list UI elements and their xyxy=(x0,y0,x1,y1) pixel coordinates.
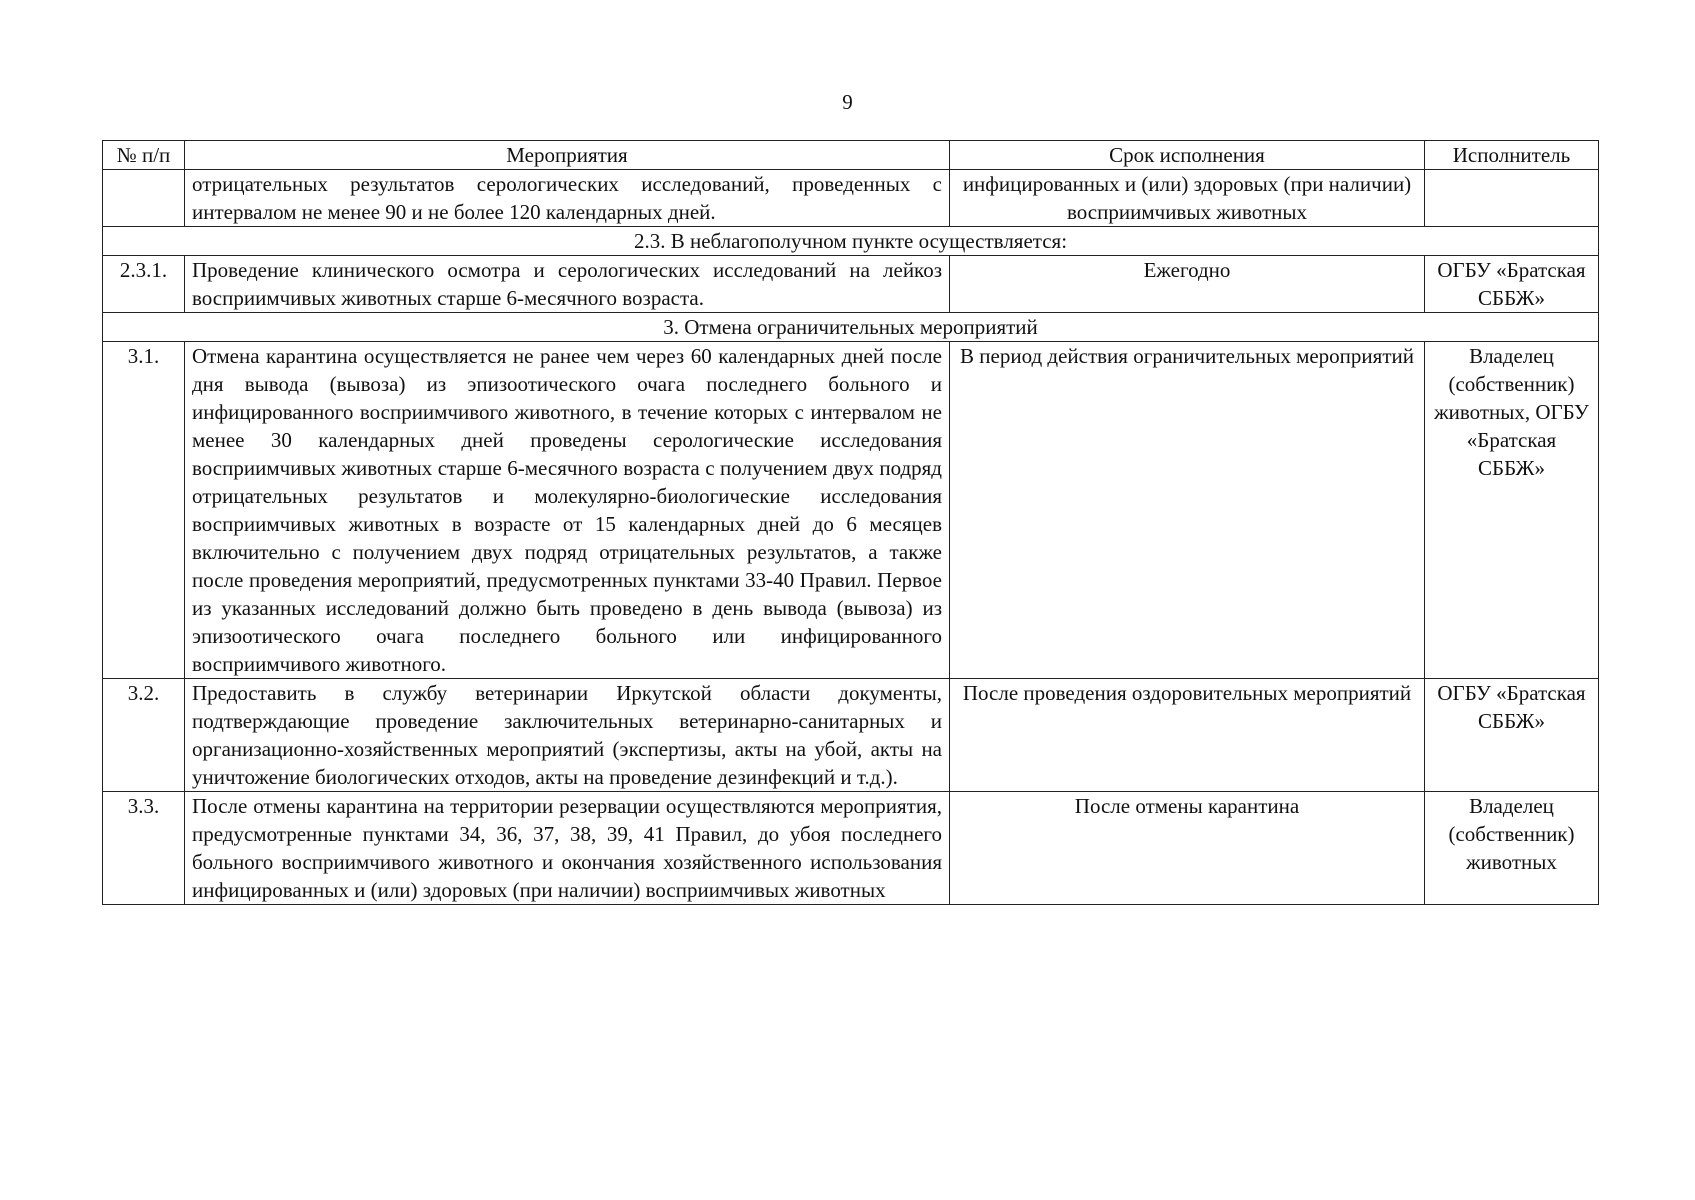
row-term: После отмены карантина xyxy=(950,792,1425,905)
row-executor xyxy=(1425,170,1599,227)
row-num: 3.2. xyxy=(103,679,185,792)
row-num: 2.3.1. xyxy=(103,256,185,313)
row-num xyxy=(103,170,185,227)
table-row-continuation xyxy=(103,170,1599,227)
header-activities: Мероприятия xyxy=(185,141,950,170)
section-heading-2-3: 2.3. В неблагополучном пункте осуществляется: xyxy=(103,227,1599,256)
table-row-3-3 xyxy=(103,792,1599,905)
measures-table xyxy=(102,140,1599,905)
section-row-2-3 xyxy=(103,227,1599,256)
row-activities: Проведение клинического осмотра и серологических исследований на лейкоз восприимчивых животных старше 6-месячного возраста. xyxy=(185,256,950,313)
row-activities: Предоставить в службу ветеринарии Иркутской области документы, подтверждающие проведение заключительных ветеринарно-санитарных и организационно-хозяйственных мероприятий (экспертизы, акты на убой, акты на уничтожение биологических отходов, акты на проведение дезинфекций и т.д.). xyxy=(185,679,950,792)
row-activities: отрицательных результатов серологических исследований, проведенных с интервалом не менее 90 и не более 120 календарных дней. xyxy=(185,170,950,227)
row-activities: Отмена карантина осуществляется не ранее чем через 60 календарных дней после дня вывода (вывоза) из эпизоотического очага последнего больного и инфицированного восприимчивого животного, в течение которых с интервалом не менее 30 календарных дней проведены серологические исследования восприимчивых животных старше 6-месячного возраста с получением двух подряд отрицательных результатов и молекулярно-биологические исследования восприимчивых животных в возрасте от 15 календарных дней до 6 месяцев включительно с получением двух подряд отрицательных результатов, а также после проведения мероприятий, предусмотренных пунктами 33-40 Правил. Первое из указанных исследований должно быть проведено в день вывода (вывоза) из эпизоотического очага последнего больного или инфицированного восприимчивого животного. xyxy=(185,342,950,679)
table-row-3-1 xyxy=(103,342,1599,679)
row-executor: ОГБУ «Братская СББЖ» xyxy=(1425,256,1599,313)
header-term: Срок исполнения xyxy=(950,141,1425,170)
header-num: № п/п xyxy=(103,141,185,170)
row-activities: После отмены карантина на территории резервации осуществляются мероприятия, предусмотренные пунктами 34, 36, 37, 38, 39, 41 Правил, до убоя последнего больного восприимчивого животного и окончания хозяйственного использования инфицированных и (или) здоровых (при наличии) восприимчивых животных xyxy=(185,792,950,905)
table-header-row xyxy=(103,141,1599,170)
section-heading-3: 3. Отмена ограничительных мероприятий xyxy=(103,313,1599,342)
row-executor: Владелец (собственник) животных, ОГБУ «Братская СББЖ» xyxy=(1425,342,1599,679)
table-row-2-3-1 xyxy=(103,256,1599,313)
row-term: После проведения оздоровительных мероприятий xyxy=(950,679,1425,792)
row-num: 3.1. xyxy=(103,342,185,679)
table-row-3-2 xyxy=(103,679,1599,792)
row-executor: ОГБУ «Братская СББЖ» xyxy=(1425,679,1599,792)
row-num: 3.3. xyxy=(103,792,185,905)
row-term: В период действия ограничительных мероприятий xyxy=(950,342,1425,679)
page-number: 9 xyxy=(842,90,853,114)
header-executor: Исполнитель xyxy=(1425,141,1599,170)
section-row-3 xyxy=(103,313,1599,342)
row-executor: Владелец (собственник) животных xyxy=(1425,792,1599,905)
row-term: инфицированных и (или) здоровых (при наличии) восприимчивых животных xyxy=(950,170,1425,227)
row-term: Ежегодно xyxy=(950,256,1425,313)
